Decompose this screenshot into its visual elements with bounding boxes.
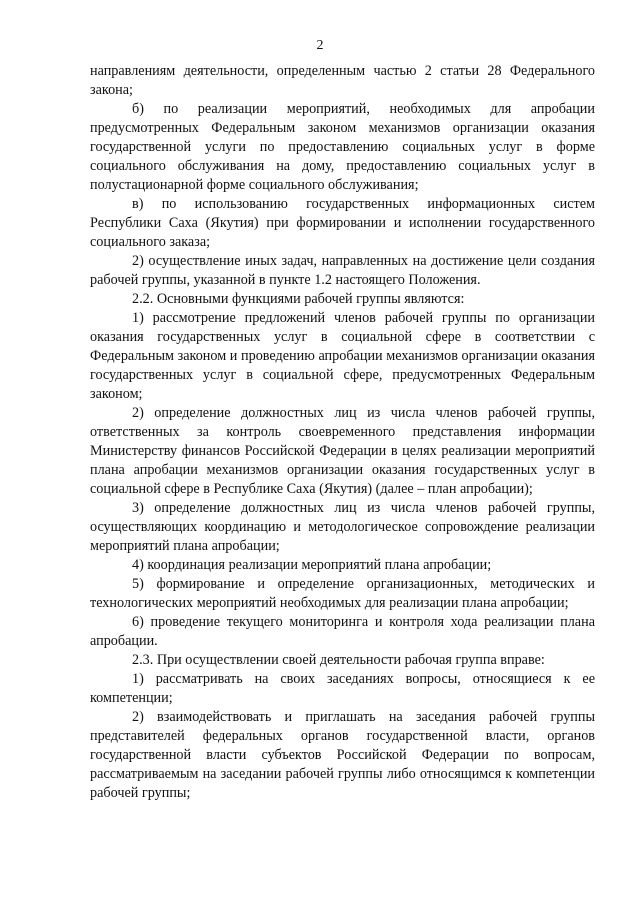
paragraph: 3) определение должностных лиц из числа членов рабочей группы, осуществляющих координацию и методологическое сопровождение реализации мероприятий плана апробации;	[90, 500, 595, 554]
paragraph: 2) определение должностных лиц из числа членов рабочей группы, ответственных за контроль своевременного представления информации Министерству финансов Российской Федерации в целях реализации мероприятий плана апробации механизмов организации оказания государственных услуг в социальной сфере в Республике Саха (Якутия) (далее – план апробации);	[90, 405, 595, 497]
page-number: 2	[316, 38, 324, 53]
paragraph: направлениям деятельности, определенным частью 2 статьи 28 Федерального закона;	[90, 63, 595, 98]
paragraph: 4) координация реализации мероприятий плана апробации;	[132, 557, 492, 573]
paragraph: 2) осуществление иных задач, направленных на достижение цели создания рабочей группы, указанной в пункте 1.2 настоящего Положения.	[90, 253, 595, 288]
paragraph: б) по реализации мероприятий, необходимых для апробации предусмотренных Федеральным законом механизмов организации оказания государственной услуги по предоставлению социальных услуг в форме социального обслуживания на дому, предоставлению социальных услуг в полустационарной форме социального обслуживания;	[90, 101, 595, 193]
paragraph: 2.2. Основными функциями рабочей группы являются:	[132, 291, 465, 307]
paragraph: 1) рассматривать на своих заседаниях вопросы, относящиеся к ее компетенции;	[90, 671, 595, 706]
paragraph: в) по использованию государственных информационных систем Республики Саха (Якутия) при формировании и исполнении государственного социального заказа;	[90, 196, 595, 250]
paragraph: 6) проведение текущего мониторинга и контроля хода реализации плана апробации.	[90, 614, 595, 649]
document-body	[90, 62, 595, 803]
paragraph: 1) рассмотрение предложений членов рабочей группы по организации оказания государственных услуг в социальной сфере в соответствии с Федеральным законом и проведению апробации механизмов организации оказания государственных услуг в социальной сфере, предусмотренных Федеральным законом;	[90, 310, 595, 402]
paragraph: 2) взаимодействовать и приглашать на заседания рабочей группы представителей федеральных органов государственной власти, органов государственной власти субъектов Российской Федерации по вопросам, рассматриваемым на заседании рабочей группы либо относящимся к компетенции рабочей группы;	[90, 709, 595, 801]
paragraph: 2.3. При осуществлении своей деятельности рабочая группа вправе:	[132, 652, 545, 668]
paragraph: 5) формирование и определение организационных, методических и технологических мероприятий необходимых для реализации плана апробации;	[90, 576, 595, 611]
